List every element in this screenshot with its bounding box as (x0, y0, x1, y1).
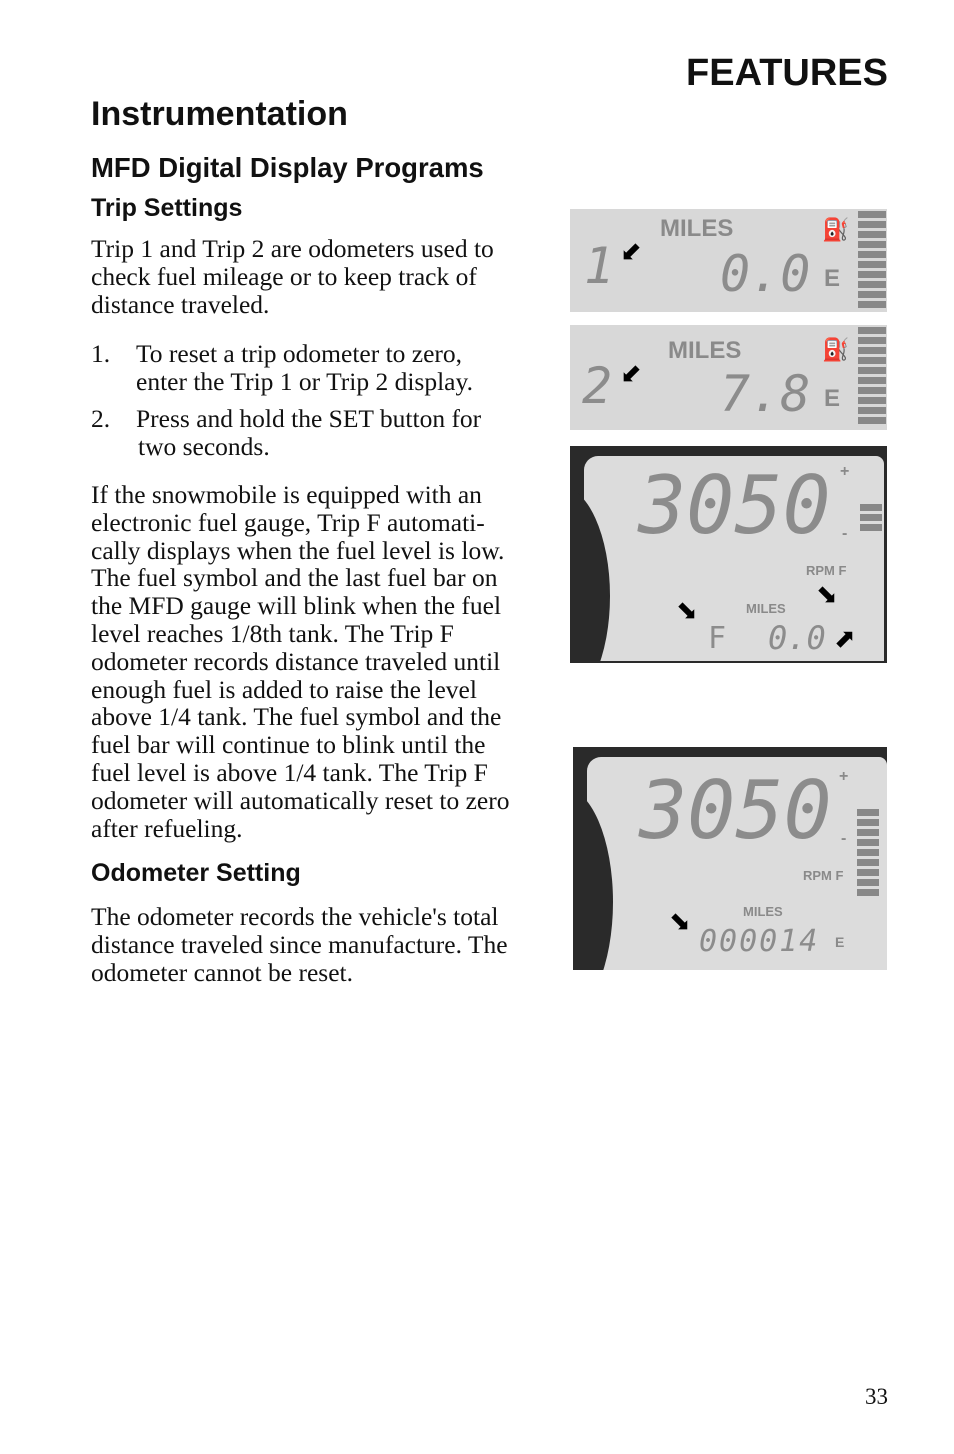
rpm-value: 3050 (639, 764, 832, 857)
page-title: Instrumentation (91, 95, 348, 133)
units-label: MILES (660, 215, 734, 242)
battery-plus: + (840, 463, 850, 480)
fuel-pump-icon: ⛽ (822, 217, 850, 242)
battery-minus: - (841, 830, 847, 847)
trip-intro (91, 235, 551, 318)
trip2-display-photo (570, 325, 887, 430)
page-number: 33 (865, 1384, 888, 1409)
step-1 (91, 340, 596, 396)
fuel-gauge-bars (860, 504, 882, 531)
units-label: MILES (746, 601, 786, 616)
trip-value: 7.8 (720, 365, 811, 423)
text-line: The fuel symbol and the last fuel bar on (91, 563, 498, 593)
units-label: MILES (743, 904, 783, 919)
text-line: odometer will automatically reset to zero (91, 785, 510, 815)
trip-settings-heading: Trip Settings (91, 194, 243, 222)
trip-f-display-photo (570, 446, 887, 663)
trip-value: 0.0 (720, 245, 811, 303)
text-line: level reaches 1/8th tank. The Trip F (91, 618, 454, 648)
arrow-icon: ⬊ (669, 907, 691, 937)
step-number: 1. (91, 339, 111, 368)
text-line: electronic fuel gauge, Trip F automati- (91, 507, 485, 537)
arrow-icon: ⬋ (620, 237, 642, 267)
text-line: To reset a trip odometer to zero, (136, 339, 463, 368)
text-line: distance traveled. (91, 289, 270, 319)
fuel-gauge-bars (858, 327, 886, 424)
rpm-value: 3050 (638, 459, 831, 552)
arrow-icon: ⬋ (620, 359, 642, 389)
fuel-pump-icon: ⛽ (822, 337, 850, 362)
arrow-icon: ⬈ (834, 624, 856, 654)
text-line: fuel level is above 1/4 tank. The Trip F (91, 757, 488, 787)
fuel-empty-label: E (824, 265, 841, 292)
battery-minus: - (842, 525, 848, 542)
trip-number: 1 (584, 237, 615, 295)
text-line: Trip 1 and Trip 2 are odometers used to (91, 234, 494, 263)
arrow-icon: ⬊ (816, 580, 838, 610)
text-line: odometer cannot be reset. (91, 957, 353, 987)
text-line: fuel bar will continue to blink until the (91, 730, 486, 760)
text-line: check fuel mileage or to keep track of (91, 261, 477, 291)
rpm-label: RPM F (806, 563, 847, 578)
text-line: after refueling. (91, 813, 243, 843)
trip-f-body (91, 481, 551, 842)
text-line: enter the Trip 1 or Trip 2 display. (136, 366, 473, 396)
trip-value: 0.0 (768, 619, 826, 657)
battery-plus: + (839, 768, 849, 785)
trip-number: 2 (582, 357, 613, 415)
text-line: Press and hold the SET button for (136, 404, 482, 433)
text-line: The odometer records the vehicle's total (91, 902, 499, 931)
text-line: enough fuel is added to raise the level (91, 674, 477, 704)
trip-letter: F (708, 621, 727, 656)
text-line: the MFD gauge will blink when the fuel (91, 591, 502, 621)
arrow-icon: ⬊ (676, 596, 698, 626)
step-number: 2. (91, 404, 111, 433)
text-line: above 1/4 tank. The fuel symbol and the (91, 702, 502, 732)
fuel-empty-label: E (824, 385, 841, 412)
text-line: odometer records distance traveled until (91, 646, 501, 676)
odometer-body (91, 903, 551, 986)
fuel-empty-label: E (835, 934, 845, 950)
fuel-gauge-bars (858, 211, 886, 308)
text-line: cally displays when the fuel level is low. (91, 535, 505, 565)
fuel-gauge-bars (857, 809, 879, 896)
subtitle: MFD Digital Display Programs (91, 152, 484, 183)
step-2 (91, 405, 596, 461)
section-header: FEATURES (686, 52, 888, 94)
odometer-display-photo (573, 747, 887, 970)
text-line: If the snowmobile is equipped with an (91, 480, 482, 509)
text-line: two seconds. (138, 431, 270, 461)
units-label: MILES (668, 337, 742, 364)
trip1-display-photo (570, 209, 887, 312)
odometer-heading: Odometer Setting (91, 859, 301, 887)
text-line: distance traveled since manufacture. The (91, 929, 508, 959)
rpm-label: RPM F (803, 868, 844, 883)
odometer-value: 000014 (699, 924, 820, 959)
